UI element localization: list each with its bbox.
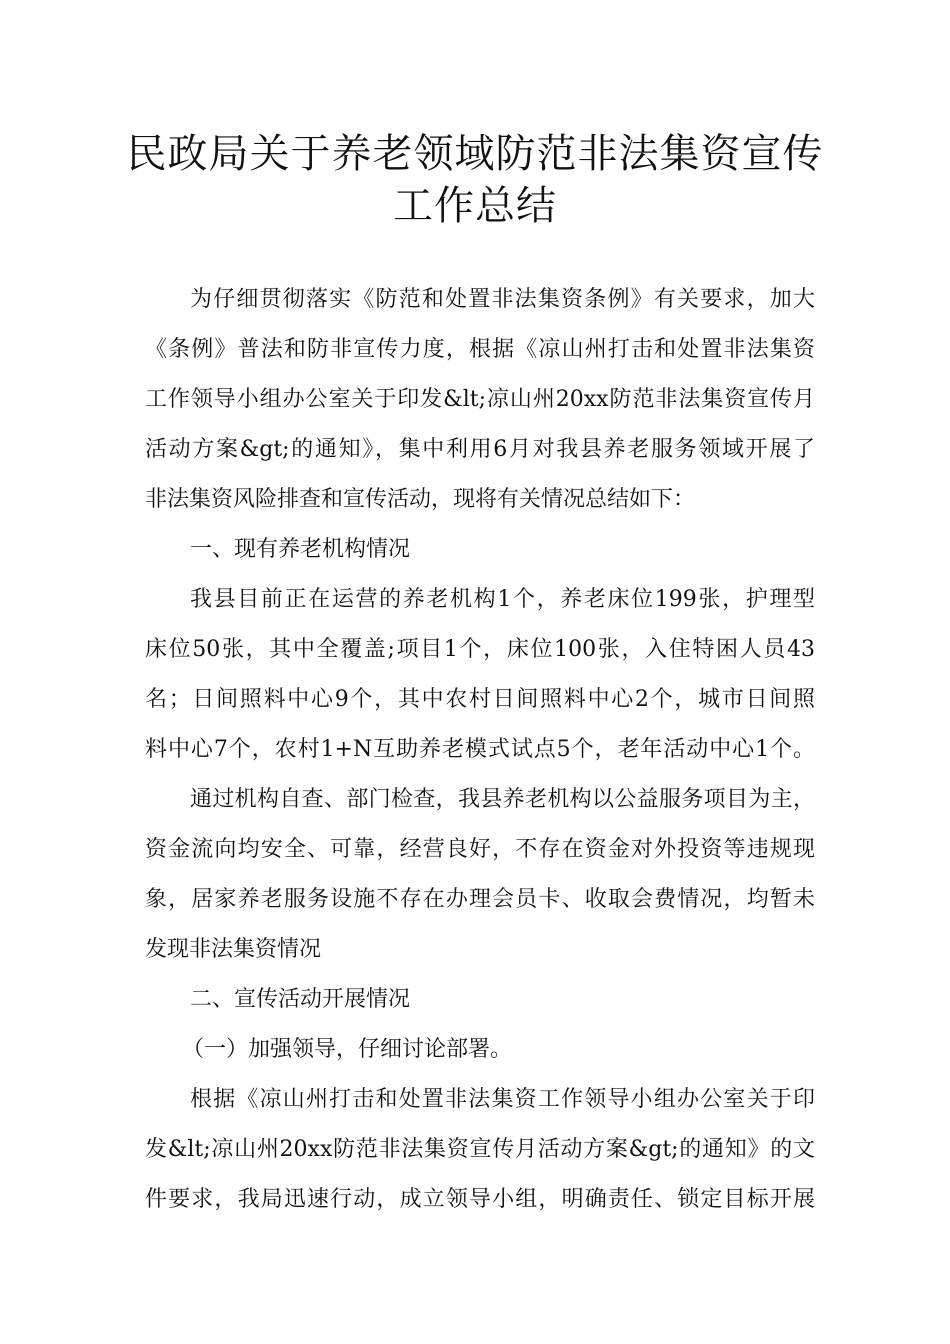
paragraph-line: 非法集资风险排查和宣传活动，现将有关情况总结如下：	[145, 487, 696, 512]
document-title-line-2: 工作总结	[393, 183, 557, 229]
paragraph-line: 名；日间照料中心9个，其中农村日间照料中心2个，城市日间照	[145, 687, 815, 712]
paragraph-line: 为仔细贯彻落实《防范和处置非法集资条例》有关要求，加大	[190, 287, 815, 312]
section-heading-1: 一、现有养老机构情况	[190, 537, 411, 562]
subsection-heading-1: （一）加强领导，仔细讨论部署。	[182, 1037, 513, 1062]
paragraph-line: 活动方案&gt;的通知》，集中利用6月对我县养老服务领域开展了	[145, 437, 815, 462]
paragraph-line: 料中心7个，农村1+N互助养老模式试点5个，老年活动中心1个。	[145, 737, 815, 762]
paragraph-line: 通过机构自查、部门检查，我县养老机构以公益服务项目为主，	[190, 787, 815, 812]
section-heading-2: 二、宣传活动开展情况	[190, 987, 411, 1012]
paragraph-line: 我县目前正在运营的养老机构1个，养老床位199张，护理型	[190, 587, 815, 612]
document-title-line-1: 民政局关于养老领域防范非法集资宣传	[126, 131, 824, 177]
paragraph-line: 根据《凉山州打击和处置非法集资工作领导小组办公室关于印	[190, 1087, 815, 1112]
paragraph-line: 发现非法集资情况	[145, 937, 322, 962]
paragraph-line: 象，居家养老服务设施不存在办理会员卡、收取会费情况，均暂未	[145, 887, 815, 912]
paragraph-line: 发&lt;凉山州20xx防范非法集资宣传月活动方案&gt;的通知》的文	[145, 1137, 815, 1162]
paragraph-line: 件要求，我局迅速行动，成立领导小组，明确责任、锁定目标开展	[145, 1187, 815, 1212]
paragraph-line: 资金流向均安全、可靠，经营良好，不存在资金对外投资等违规现	[145, 837, 815, 862]
paragraph-line: 《条例》普法和防非宣传力度，根据《凉山州打击和处置非法集资	[145, 337, 815, 362]
paragraph-line: 工作领导小组办公室关于印发&lt;凉山州20xx防范非法集资宣传月	[145, 387, 815, 412]
paragraph-line: 床位50张，其中全覆盖;项目1个，床位100张，入住特困人员43	[145, 637, 815, 662]
